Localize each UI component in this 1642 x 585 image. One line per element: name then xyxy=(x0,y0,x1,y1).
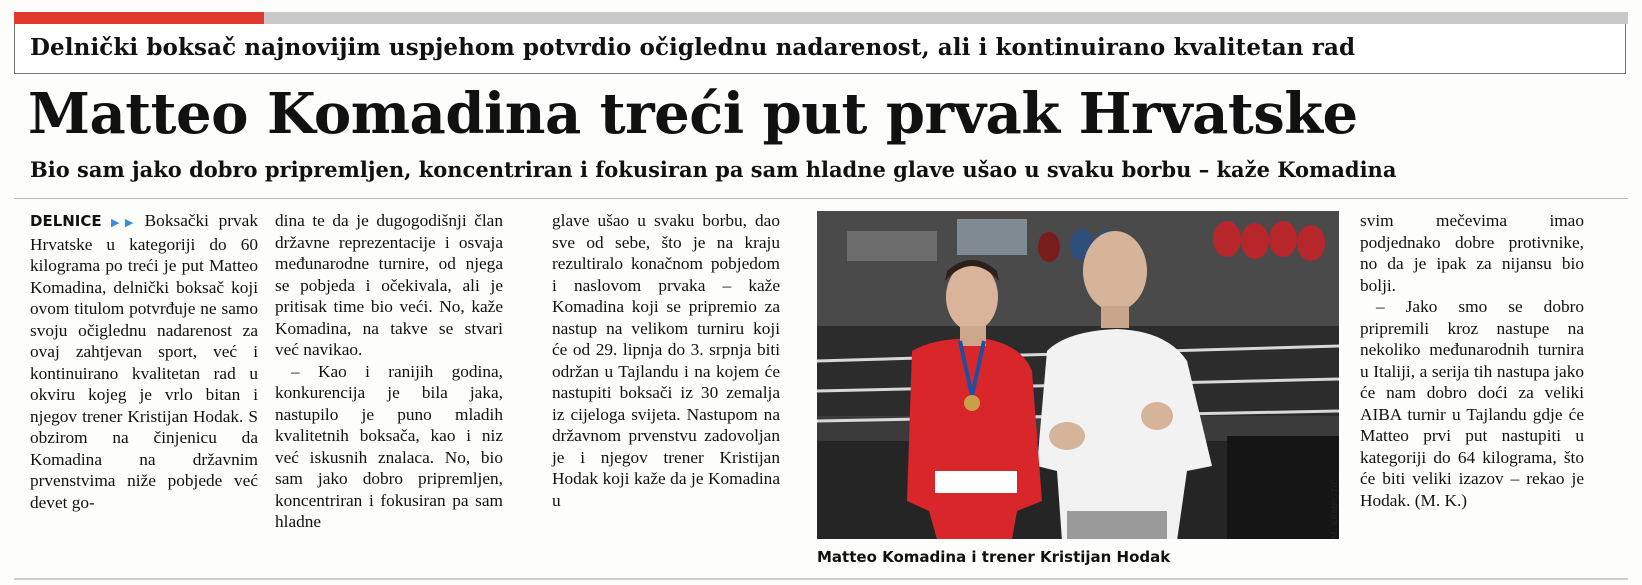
article-column-4 xyxy=(1360,210,1584,511)
article-column-2 xyxy=(275,210,503,533)
photo xyxy=(817,211,1339,539)
column-text: Boksački prvak Hrvatske u kategoriji do 60 kilograma po treći je put Matteo Komadina, delnički boksač koji ovom titulom potvrđuje ne samo svoju očiglednu nadarenost za ovaj zahtjevan sport, već i kontinuirano kvalitetan rad u okviru kojeg je vrlo bitan i njegov trener Kristijan Hodak. S obzirom na činjenicu da Komadina na državnim prvenstvima niže pobjede već devet go- xyxy=(30,211,258,512)
paragraph: svim mečevima imao podjednako dobre protivnike, no da je ipak za nijansu bio bolji. xyxy=(1360,211,1584,295)
paragraph: – Kao i ranijih godina, konkurencija je bila jaka, nastupilo je puno mladih kvalitetnih boksača, kao i niz već iskusnih znalaca. No, bio sam jako dobro pripremljen, koncentriran i fokusiran pa sam hladne xyxy=(275,361,503,531)
paragraph: dina te da je dugogodišnji član državne reprezentacije i osvaja međunarodne turnire, od njega se pobjeda i očekivala, ali je pritisak time bio veći. No, kaže Komadina, na takve se stvari već navikao. xyxy=(275,211,503,359)
article-column-3 xyxy=(552,210,780,511)
paragraph: – Jako smo se dobro pripremili kroz nastupe na nekoliko međunarodnih turnira u Italiji, a serija tih nastupa jako će nam dobro doći za veliki AIBA turnir u Tajlandu gdje će Matteo prvi put nastupiti u kategoriji do 64 kilograma, što će biti veliki izazov – rekao je Hodak. (M. K.) xyxy=(1360,297,1584,510)
photo-credit: M. KRMPOTIĆ xyxy=(1331,478,1341,539)
article-column-1 xyxy=(30,210,258,513)
paragraph: glave ušao u svaku borbu, dao sve od sebe, što je na kraju rezultiralo konačnom pobjedom i naslovom prvaka – kaže Komadina koji se pripremio za nastup na velikom turniru koji će od 29. lipnja do 3. srpnja biti održan u Tajlandu i na kojem će nastupiti boksači iz 30 zemalja iz cijeloga svijeta. Nastupom na državnom prvenstvu zadovoljan je i njegov trener Kristijan Hodak koji kaže da je Komadina u xyxy=(552,211,780,510)
top-rule xyxy=(14,12,1628,24)
dateline: DELNICE xyxy=(30,212,102,230)
kicker: Delnički boksač najnovijim uspjehom potvrdio očiglednu nadarenost, ali i kontinuirano kvalitetan rad xyxy=(30,34,1356,61)
separator xyxy=(14,198,1628,199)
headline: Matteo Komadina treći put prvak Hrvatske xyxy=(28,81,1358,147)
dateline-arrow-icon: ▶▶ xyxy=(105,216,139,229)
subhead: Bio sam jako dobro pripremljen, koncentriran i fokusiran pa sam hladne glave ušao u svaku borbu – kaže Komadina xyxy=(30,157,1397,182)
photo-caption: Matteo Komadina i trener Kristijan Hodak xyxy=(817,548,1171,566)
top-rule-accent xyxy=(14,12,264,24)
bottom-rule xyxy=(14,578,1628,580)
